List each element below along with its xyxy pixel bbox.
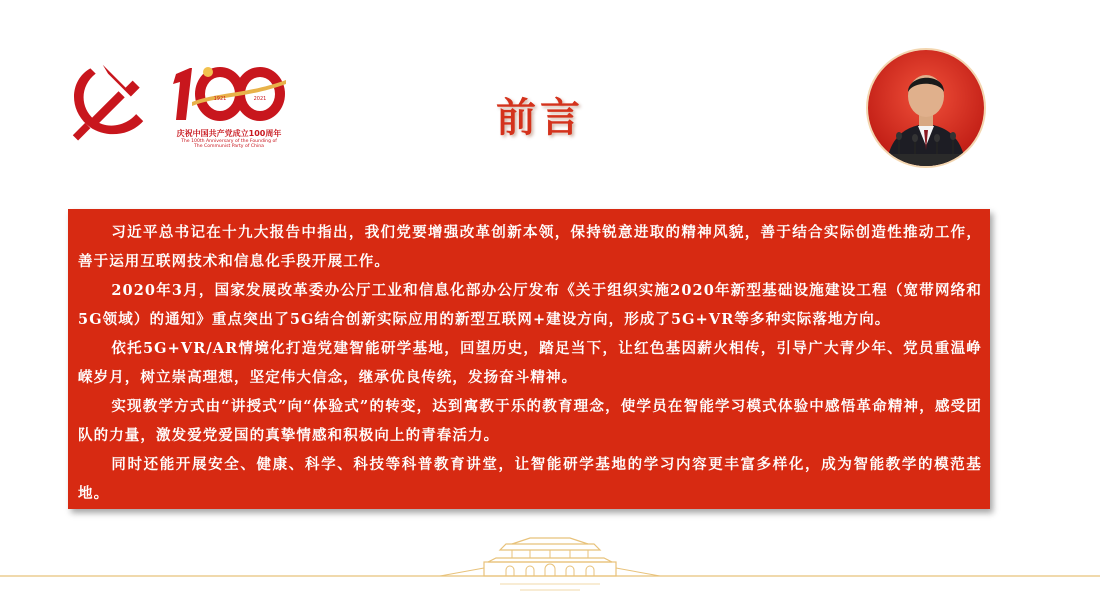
hammer-sickle-icon xyxy=(64,56,152,144)
logo-caption-cn: 庆祝中国共产党成立100周年 xyxy=(176,129,282,138)
year-right-label: 2021 xyxy=(253,96,267,102)
anniversary-100-icon xyxy=(168,64,290,126)
paragraph-4: 实现教学方式由“讲授式”向“体验式”的转变，达到寓教于乐的教育理念，使学员在智能学习模式体验中感悟革命精神，感受团队的力量，激发爱党爱国的真挚情感和积极向上的青春活力。 xyxy=(78,398,982,444)
logo-caption-en-line1: The 100th Anniversary of the Founding of xyxy=(181,139,277,144)
portrait-image xyxy=(868,50,984,166)
page-title: 前言 xyxy=(496,95,584,141)
paragraph-1: 习近平总书记在十九大报告中指出，我们党要增强改革创新本领，保持锐意进取的精神风貌，善于结合实际创造性推动工作，善于运用互联网技术和信息化手段开展工作。 xyxy=(78,224,982,270)
portrait-photo xyxy=(866,48,986,168)
anniversary-logo xyxy=(168,64,290,154)
paragraph-3: 依托5G+VR/AR情境化打造党建智能研学基地，回望历史，踏足当下，让红色基因薪火相传，引导广大青少年、党员重温峥嵘岁月，树立崇高理想，坚定伟大信念，继承优良传统，发扬奋斗精神。 xyxy=(78,340,982,386)
tiananmen-gate-icon xyxy=(0,536,1100,596)
preface-text xyxy=(78,218,982,508)
year-left-label: 1921 xyxy=(213,96,227,102)
paragraph-2: 2020年3月，国家发展改革委办公厅工业和信息化部办公厅发布《关于组织实施2020年新型基础设施建设工程（宽带网络和5G领域）的通知》重点突出了5G结合创新实际应用的新型互联网+建设方向，形成了5G+VR等多种实际落地方向。 xyxy=(78,282,982,328)
logo-caption-en xyxy=(168,139,290,149)
logo-caption-en-line2: The Communist Party of China xyxy=(194,144,264,149)
paragraph-5: 同时还能开展安全、健康、科学、科技等科普教育讲堂，让智能研学基地的学习内容更丰富多样化，成为智能教学的模范基地。 xyxy=(78,456,982,502)
preface-panel xyxy=(68,209,990,509)
